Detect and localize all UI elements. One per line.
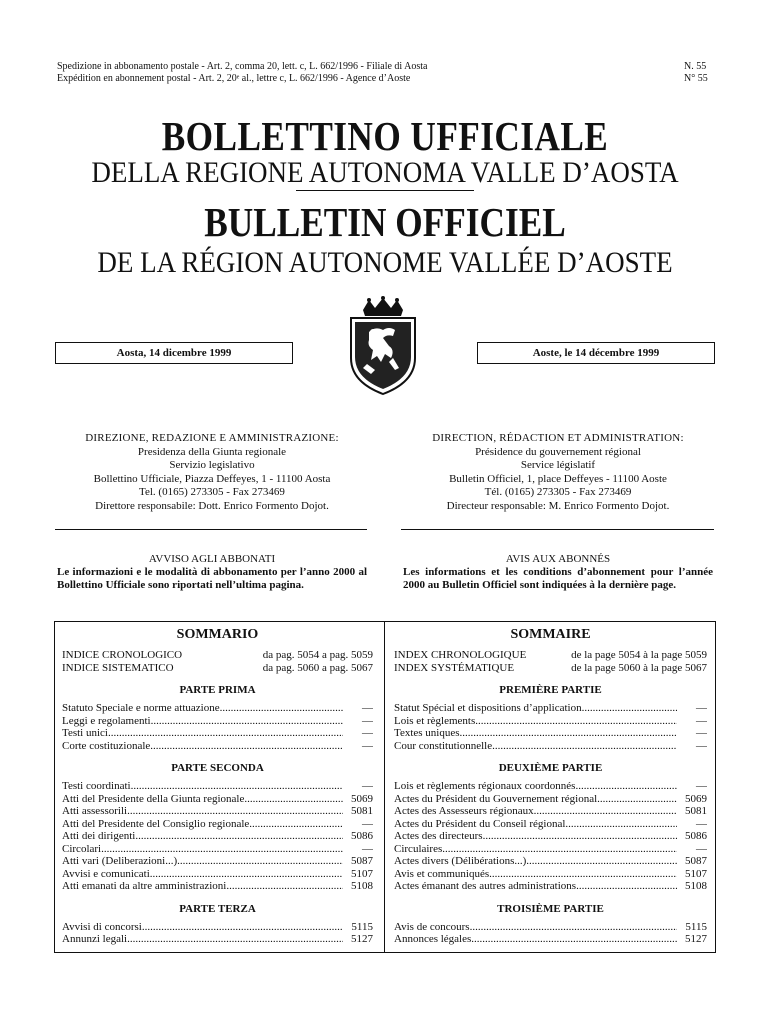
summary-item bbox=[62, 843, 373, 856]
leader-dots bbox=[127, 933, 343, 946]
summary-item-label: Atti del Presidente della Giunta regionale bbox=[62, 792, 245, 805]
summary-it-parts bbox=[62, 684, 373, 946]
leader-dots bbox=[249, 818, 343, 831]
summary-item-label: Atti del Presidente del Consiglio regionale bbox=[62, 817, 250, 830]
summary-item bbox=[394, 793, 707, 806]
summary-item-page: 5087 bbox=[685, 855, 707, 867]
summary-item-page: — bbox=[696, 714, 707, 727]
summary-item-label: Testi coordinati bbox=[62, 780, 131, 792]
direction-fr-heading: DIRECTION, RÉDACTION ET ADMINISTRATION: bbox=[432, 432, 684, 444]
part-title: PARTE SECONDA bbox=[171, 762, 264, 774]
summary-column-divider bbox=[384, 621, 385, 952]
summary-item-page: 5107 bbox=[351, 867, 373, 880]
leader-dots bbox=[575, 780, 677, 793]
date-fr: Aoste, le 14 décembre 1999 bbox=[532, 347, 660, 359]
leader-dots bbox=[101, 843, 343, 856]
summary-item bbox=[62, 702, 373, 715]
summary-item-label: Avvisi e comunicati bbox=[62, 867, 150, 880]
summary-item-page: 5115 bbox=[351, 920, 373, 933]
summary-item-label: Avis de concours bbox=[394, 920, 470, 933]
summary-item-page: — bbox=[362, 817, 373, 830]
direction-fr-line: Tél. (0165) 273305 - Fax 273469 bbox=[484, 486, 632, 498]
summary-item bbox=[62, 780, 373, 793]
index-row bbox=[62, 649, 373, 662]
summary-item bbox=[394, 921, 707, 934]
index-name: INDEX CHRONOLOGIQUE bbox=[394, 649, 527, 661]
issue-number-it: N. 55 bbox=[684, 61, 707, 72]
direction-it-line: Servizio legislativo bbox=[169, 459, 255, 471]
leader-dots bbox=[135, 830, 343, 843]
summary-item bbox=[394, 740, 707, 753]
leader-dots bbox=[244, 793, 343, 806]
summary-item-page: 5127 bbox=[351, 933, 373, 945]
summary-item-page: 5086 bbox=[351, 830, 373, 842]
index-pages: da pag. 5054 a pag. 5059 bbox=[262, 649, 373, 661]
summary-item bbox=[62, 740, 373, 753]
summary-item-page: — bbox=[362, 842, 373, 855]
summary-item bbox=[62, 830, 373, 843]
leader-dots bbox=[131, 780, 343, 793]
summary-item bbox=[394, 715, 707, 728]
notice-it-body: Le informazioni e le modalità di abbonamento per l’anno 2000 al Bollettino Ufficiale sono riportati nell’ultima pagina. bbox=[57, 566, 367, 591]
notice-it-heading: AVVISO AGLI ABBONATI bbox=[148, 553, 276, 565]
leader-dots bbox=[442, 843, 677, 856]
postal-info-it: Spedizione in abbonamento postale - Art. 2, comma 20, lett. c, L. 662/1996 - Filiale di Aosta bbox=[57, 61, 428, 72]
postal-info bbox=[57, 61, 428, 85]
direction-fr-line: Directeur responsable: M. Enrico Formento Dojot. bbox=[446, 499, 670, 512]
direction-it-heading: DIREZIONE, REDAZIONE E AMMINISTRAZIONE: bbox=[85, 432, 339, 444]
summary-item-label: Actes des directeurs bbox=[394, 830, 483, 842]
leader-dots bbox=[597, 793, 677, 806]
index-pages: da pag. 5060 a pag. 5067 bbox=[262, 661, 373, 674]
summary-item-label: Statut Spécial et dispositions d’application bbox=[394, 702, 582, 714]
part-title: PREMIÈRE PARTIE bbox=[499, 684, 602, 696]
summary-item-page: 5081 bbox=[351, 805, 373, 817]
summary-item-label: Annunzi legali bbox=[62, 933, 128, 945]
summary-item-label: Textes uniques bbox=[394, 727, 460, 739]
summary-item bbox=[394, 727, 707, 740]
date-it: Aosta, 14 dicembre 1999 bbox=[116, 347, 232, 359]
leader-dots bbox=[460, 727, 677, 740]
notice-fr-heading: AVIS AUX ABONNÉS bbox=[505, 553, 611, 565]
summary-item bbox=[394, 780, 707, 793]
summary-item bbox=[62, 921, 373, 934]
leader-dots bbox=[471, 933, 677, 946]
summary-item-label: Actes des Assesseurs régionaux bbox=[394, 805, 534, 817]
summary-item bbox=[394, 830, 707, 843]
leader-dots bbox=[534, 805, 677, 818]
title-it-main: BOLLETTINO UFFICIALE bbox=[161, 113, 609, 159]
summary-item bbox=[62, 880, 373, 893]
index-row bbox=[62, 662, 373, 675]
summary-item bbox=[394, 880, 707, 893]
leader-dots bbox=[226, 880, 343, 893]
leader-dots bbox=[220, 702, 343, 715]
index-name: INDEX SYSTÉMATIQUE bbox=[394, 661, 515, 674]
summary-item-label: Cour constitutionnelle bbox=[394, 739, 493, 752]
summary-item-label: Leggi e regolamenti bbox=[62, 714, 151, 727]
summary-item bbox=[62, 727, 373, 740]
part-title: PARTE TERZA bbox=[179, 902, 256, 915]
summary-item-label: Atti assessorili bbox=[62, 805, 128, 817]
summary-item-page: 5086 bbox=[685, 830, 707, 842]
leader-dots bbox=[177, 855, 343, 868]
summary-item-page: — bbox=[362, 714, 373, 727]
summary-item bbox=[62, 933, 373, 946]
summary-it-title: SOMMARIO bbox=[176, 627, 259, 642]
summary-item-label: Actes émanant des autres administrations bbox=[394, 880, 577, 892]
direction-fr-line: Service législatif bbox=[520, 459, 596, 471]
summary-item-page: 5108 bbox=[685, 880, 707, 892]
summary-item-label: Lois et règlements régionaux coordonnés bbox=[394, 780, 576, 792]
notice-it bbox=[57, 553, 367, 592]
summary-item-label: Annonces légales bbox=[394, 933, 472, 945]
leader-dots bbox=[470, 921, 677, 934]
title-fr-sub: DE LA RÉGION AUTONOME VALLÉE D’AOSTE bbox=[97, 246, 673, 279]
part-title: DEUXIÈME PARTIE bbox=[498, 762, 603, 774]
summary-item-label: Actes du Président du Gouvernement régional bbox=[394, 792, 598, 805]
summary-fr-title: SOMMAIRE bbox=[510, 627, 591, 642]
notice-fr-body: Les informations et les conditions d’abonnement pour l’année 2000 au Bulletin Officiel sont indiquées à la dernière page. bbox=[403, 566, 713, 591]
direction-it-line: Bollettino Ufficiale, Piazza Deffeyes, 1 - 11100 Aosta bbox=[93, 472, 331, 485]
direction-it-line: Direttore responsabile: Dott. Enrico Formento Dojot. bbox=[95, 499, 329, 512]
part-title: PARTE PRIMA bbox=[179, 684, 256, 696]
summary-item-label: Atti emanati da altre amministrazioni bbox=[62, 880, 227, 892]
summary-item-page: 5127 bbox=[685, 933, 707, 945]
summary-item-label: Avis et communiqués bbox=[394, 867, 490, 880]
leader-dots bbox=[150, 868, 343, 881]
leader-dots bbox=[151, 715, 343, 728]
summary-item-label: Circolari bbox=[62, 842, 102, 855]
summary-item bbox=[62, 805, 373, 818]
summary-item-label: Circulaires bbox=[394, 842, 443, 855]
direction-fr bbox=[398, 432, 718, 513]
summary-item bbox=[62, 818, 373, 831]
direction-fr-line: Présidence du gouvernement régional bbox=[475, 445, 641, 458]
title-fr-main: BULLETIN OFFICIEL bbox=[204, 199, 566, 245]
summary-item-page: — bbox=[696, 727, 707, 739]
direction-fr-line: Bulletin Officiel, 1, place Deffeyes - 11100 Aoste bbox=[449, 472, 667, 485]
leader-dots bbox=[127, 805, 343, 818]
summary-item bbox=[62, 868, 373, 881]
summary-item bbox=[394, 843, 707, 856]
summary-item-label: Avvisi di concorsi bbox=[62, 920, 142, 933]
summary-item-page: — bbox=[696, 842, 707, 855]
summary-it bbox=[62, 627, 373, 946]
notice-fr bbox=[403, 553, 713, 592]
summary-item bbox=[62, 793, 373, 806]
leader-dots bbox=[576, 880, 677, 893]
divider-fr bbox=[401, 529, 714, 530]
summary-fr-parts bbox=[394, 684, 707, 946]
coat-of-arms-icon bbox=[343, 296, 423, 396]
summary-item-label: Atti dei dirigenti bbox=[62, 830, 136, 842]
summary-item-page: 5087 bbox=[351, 855, 373, 867]
leader-dots bbox=[526, 855, 677, 868]
summary-item-label: Testi unici bbox=[62, 727, 108, 739]
summary-item bbox=[394, 855, 707, 868]
summary-item-page: 5069 bbox=[685, 792, 707, 805]
summary-item-page: 5107 bbox=[685, 867, 707, 880]
leader-dots bbox=[108, 727, 343, 740]
date-box-it bbox=[55, 342, 293, 364]
summary-item-page: 5081 bbox=[685, 805, 707, 817]
title-divider bbox=[296, 190, 474, 191]
leader-dots bbox=[142, 921, 343, 934]
summary-item-page: — bbox=[362, 739, 373, 752]
summary-item bbox=[394, 933, 707, 946]
direction-it-line: Presidenza della Giunta regionale bbox=[137, 445, 287, 458]
summary-item bbox=[62, 715, 373, 728]
postal-info-fr: Expédition en abonnement postal - Art. 2, 20ᵉ al., lettre c, L. 662/1996 - Agence d’Aoste bbox=[57, 73, 411, 84]
summary-item bbox=[394, 805, 707, 818]
summary-fr bbox=[394, 627, 707, 946]
summary-item-page: 5108 bbox=[351, 880, 373, 892]
index-pages: de la page 5054 à la page 5059 bbox=[571, 649, 707, 661]
summary-item-label: Atti vari (Deliberazioni...) bbox=[62, 855, 178, 867]
summary-item-page: — bbox=[362, 727, 373, 739]
index-name: INDICE CRONOLOGICO bbox=[62, 649, 183, 661]
summary-item bbox=[394, 868, 707, 881]
summary-item bbox=[62, 855, 373, 868]
leader-dots bbox=[492, 740, 677, 753]
summary-item-page: — bbox=[362, 702, 373, 714]
summary-item-label: Actes du Président du Conseil régional bbox=[394, 817, 566, 830]
summary-item-label: Actes divers (Délibérations...) bbox=[394, 855, 527, 867]
issue-number bbox=[684, 61, 708, 85]
index-pages: de la page 5060 à la page 5067 bbox=[571, 661, 707, 674]
leader-dots bbox=[475, 715, 677, 728]
issue-number-fr: N° 55 bbox=[684, 73, 708, 84]
date-box-fr bbox=[477, 342, 715, 364]
summary-item-page: 5069 bbox=[351, 792, 373, 805]
direction-it bbox=[52, 432, 372, 513]
leader-dots bbox=[582, 702, 677, 715]
summary-item-page: — bbox=[696, 739, 707, 752]
summary-item-label: Corte costituzionale bbox=[62, 739, 151, 752]
title-it-sub: DELLA REGIONE AUTONOMA VALLE D’AOSTA bbox=[91, 156, 679, 189]
summary-item-page: — bbox=[362, 780, 373, 792]
divider-it bbox=[55, 529, 367, 530]
direction-it-line: Tel. (0165) 273305 - Fax 273469 bbox=[139, 486, 285, 498]
index-name: INDICE SISTEMATICO bbox=[62, 661, 174, 674]
summary-item-page: — bbox=[696, 702, 707, 714]
leader-dots bbox=[565, 818, 677, 831]
summary-item-label: Statuto Speciale e norme attuazione bbox=[62, 702, 220, 714]
summary-item-page: 5115 bbox=[685, 920, 707, 933]
summary-item-label: Lois et règlements bbox=[394, 714, 476, 727]
leader-dots bbox=[150, 740, 343, 753]
leader-dots bbox=[483, 830, 677, 843]
summary-item-page: — bbox=[696, 780, 707, 792]
summary-item bbox=[394, 702, 707, 715]
leader-dots bbox=[489, 868, 677, 881]
summary-item-page: — bbox=[696, 817, 707, 830]
summary-item bbox=[394, 818, 707, 831]
index-row bbox=[394, 649, 707, 662]
index-row bbox=[394, 662, 707, 675]
part-title: TROISIÈME PARTIE bbox=[497, 902, 604, 915]
